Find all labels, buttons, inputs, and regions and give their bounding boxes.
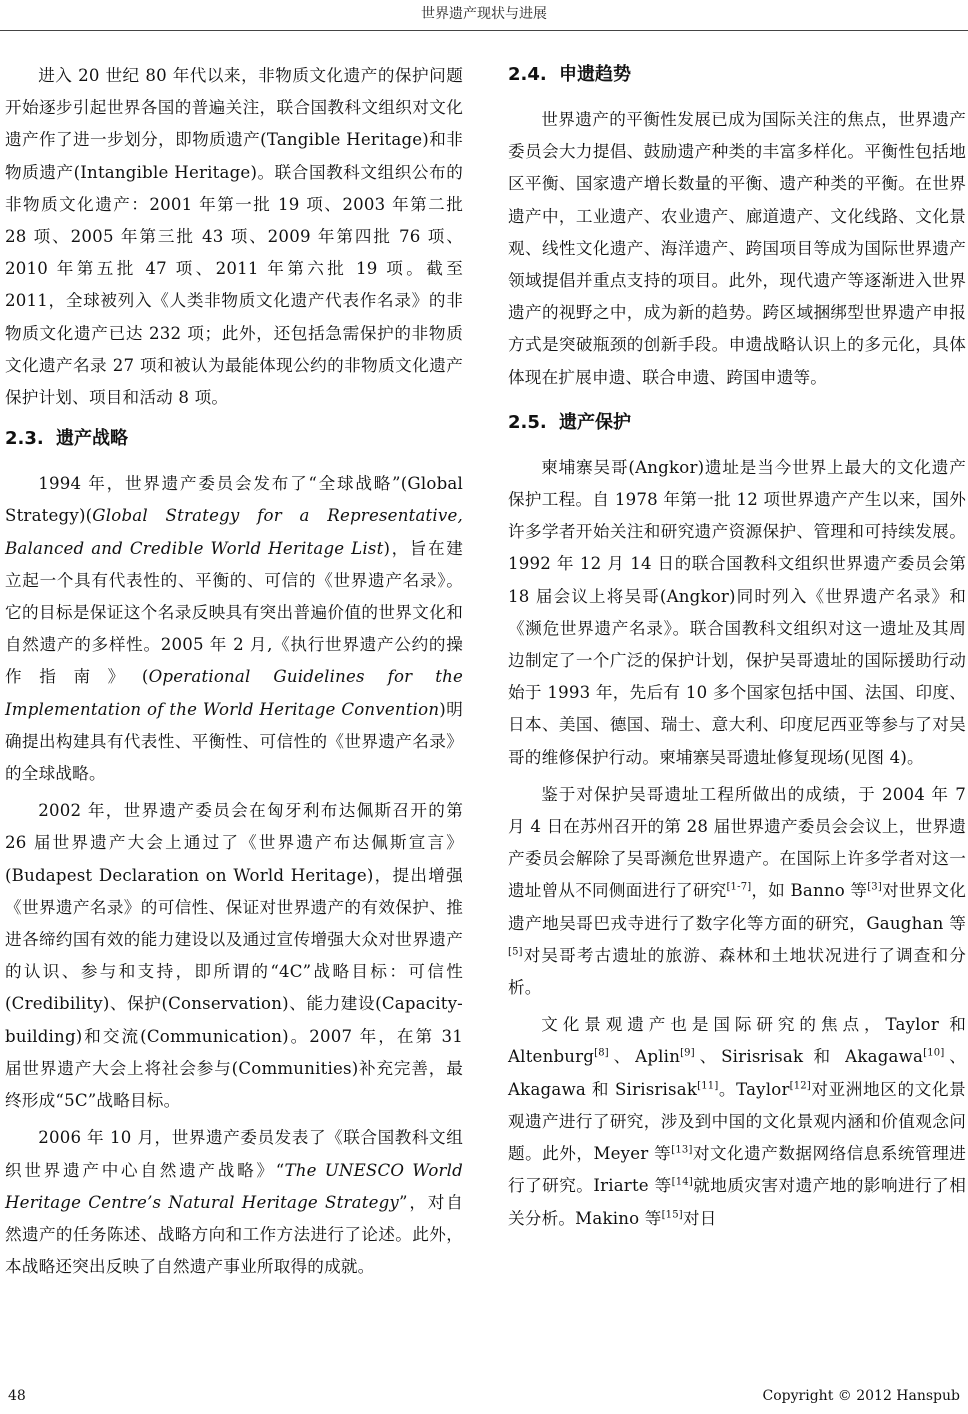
- section-heading-2-4: [508, 60, 966, 90]
- citation: [8]: [594, 1047, 609, 1059]
- text-run: 2006 年 10 月，世界遗产委员发表了《联合国教科文组织世界遗产中心自然遗产战略》“: [5, 1128, 463, 1180]
- paragraph-angkor-research: [508, 779, 966, 1004]
- text-run: 对吴哥考古遗址的旅游、森林和土地状况进行了调查和分析。: [508, 945, 966, 998]
- text-run: )，旨在建立起一个具有代表性的、平衡的、可信的《世界遗产名录》。它的目标是保证这个名录反映具有突出普遍价值的世界文化和自然遗产的多样性。2005 年 2 月,《执行世界遗产公约的操作指南》(: [5, 538, 463, 687]
- citation: [3]: [867, 881, 882, 893]
- text-run: )明确提出构建具有代表性、平衡性、可信性的《世界遗产名录》的全球战略。: [5, 699, 463, 784]
- paragraph-cultural-landscape: [508, 1009, 966, 1234]
- paragraph-global-strategy: [5, 468, 463, 790]
- text-run: 1994 年，世界遗产委员会发布了“全球战略”(Global Strategy)(: [5, 474, 463, 526]
- page-number: 48: [8, 1388, 26, 1404]
- left-column: [5, 60, 463, 1288]
- section-number: 2.3.: [5, 428, 44, 450]
- section-heading-2-3: [5, 424, 463, 454]
- citation: [14]: [671, 1176, 693, 1188]
- text-run: 、Sirisrisak 和 Akagawa: [694, 1047, 924, 1067]
- text-run: ，如 Banno 等: [751, 881, 868, 901]
- section-number: 2.4.: [508, 64, 547, 85]
- section-number: 2.5.: [508, 411, 547, 433]
- copyright-notice: Copyright © 2012 Hanspub: [762, 1388, 960, 1404]
- paragraph-angkor-protection: 柬埔寨吴哥(Angkor)遗址是当今世界上最大的文化遗产保护工程。自 1978 年第一批 12 项世界遗产产生以来，国外许多学者开始关注和研究遗产资源保护、管理和可持续发展。1992 年 12 月 14 日的联合国教科文组织世界遗产委员会第 18 届会议上将吴哥(Angkor)同时列入《世界遗产名录》和《濒危世界遗产名录》。联合国教科文组织对这一遗址及其周边制定了一个广泛的保护计划，保护吴哥遗址的国际援助行动始于 1993 年，先后有 10 多个国家包括中国、法国、印度、日本、美国、德国、瑞士、意大利、印度尼西亚等参与了对吴哥的维修保护行动。柬埔寨吴哥遗址修复现场(见图 4)。: [508, 457, 966, 767]
- italic-title: Operational Guidelines for the Implementation of the World Heritage Convention: [5, 667, 463, 719]
- text-run: 就地质灾害对遗产地的影响进行了相关分析。Makino 等: [508, 1176, 966, 1228]
- text-run: 、Akagawa 和 Sirisrisak: [508, 1047, 966, 1099]
- citation: [15]: [661, 1208, 683, 1220]
- citation: [12]: [789, 1080, 811, 1092]
- citation: [5]: [508, 946, 523, 958]
- paragraph-nomination-trends: 世界遗产的平衡性发展已成为国际关注的焦点，世界遗产委员会大力提倡、鼓励遗产种类的丰富多样化。平衡性包括地区平衡、国家遗产增长数量的平衡、遗产种类的平衡。在世界遗产中，工业遗产、农业遗产、廊道遗产、文化线路、文化景观、线性文化遗产、海洋遗产、跨国项目等成为国际世界遗产领域提倡并重点支持的项目。此外，现代遗产等逐渐进入世界遗产的视野之中，成为新的趋势。跨区域捆绑型世界遗产申报方式是突破瓶颈的创新手段。申遗战略认识上的多元化，具体体现在扩展申遗、联合申遗、跨国申遗等。: [508, 110, 966, 387]
- header-rule: [0, 30, 968, 31]
- section-heading-2-5: [508, 408, 966, 438]
- italic-title: Global Strategy for a Representative, Balanced and Credible World Heritage List: [5, 506, 463, 558]
- citation: [9]: [680, 1047, 695, 1059]
- paragraph-natural-heritage-strategy: [5, 1122, 463, 1283]
- text-run: 。Taylor: [718, 1079, 790, 1099]
- section-title: 申遗趋势: [559, 64, 632, 85]
- text-run: 对世界文化遗产地吴哥巴戎寺进行了数字化等方面的研究，Gaughan 等: [508, 881, 966, 933]
- text-run: ”，对自然遗产的任务陈述、战略方向和工作方法进行了论述。此外，本战略还突出反映了自然遗产事业所取得的成就。: [5, 1192, 463, 1277]
- right-column: [508, 60, 966, 1240]
- paragraph-budapest-declaration: 2002 年，世界遗产委员会在匈牙利布达佩斯召开的第 26 届世界遗产大会上通过了《世界遗产布达佩斯宣言》(Budapest Declaration on World Heritage)，提出增强《世界遗产名录》的可信性、保证对世界遗产的有效保护、推进各缔约国有效的能力建设以及通过宣传增强大众对世界遗产的认识、参与和支持，即所谓的“4C”战略目标：可信性(Credibility)、保护(Conservation)、能力建设(Capacity-building)和交流(Communication)。2007 年，在第 31 届世界遗产大会上将社会参与(Communities)补充完善，最终形成“5C”战略目标。: [5, 801, 463, 1111]
- paragraph-intangible-heritage: 进入 20 世纪 80 年代以来，非物质文化遗产的保护问题开始逐步引起世界各国的普遍关注，联合国教科文组织对文化遗产作了进一步划分，即物质遗产(Tangible Heritage)和非物质遗产(Intangible Heritage)。联合国教科文组织公布的非物质文化遗产：2001 年第一批 19 项、2003 年第二批 28 项、2005 年第三批 43 项、2009 年第四批 76 项、2010 年第五批 47 项、2011 年第六批 19 项。截至 2011，全球被列入《人类非物质文化遗产代表作名录》的非物质文化遗产已达 232 项；此外，还包括急需保护的非物质文化遗产名录 27 项和被认为最能体现公约的非物质文化遗产保护计划、项目和活动 8 项。: [5, 66, 463, 408]
- text-run: 鉴于对保护吴哥遗址工程所做出的成绩，于 2004 年 7 月 4 日在苏州召开的第 28 届世界遗产委员会会议上，世界遗产委员会解除了吴哥濒危世界遗产。在国际上许多学者对这一遗址曾从不同侧面进行了研究: [508, 784, 966, 901]
- text-run: 对亚洲地区的文化景观遗产进行了研究，涉及到中国的文化景观内涵和价值观念问题。此外，Meyer 等: [508, 1079, 966, 1164]
- text-run: 对日: [682, 1208, 717, 1228]
- citation: [11]: [697, 1080, 719, 1092]
- running-header: 世界遗产现状与进展: [421, 6, 547, 22]
- citation: [1-7]: [726, 881, 752, 893]
- text-run: 文化景观遗产也是国际研究的焦点，Taylor 和 Altenburg: [508, 1015, 966, 1067]
- text-run: 对文化遗产数据网络信息系统管理进行了研究。Iriarte 等: [508, 1144, 966, 1196]
- section-title: 遗产保护: [559, 411, 632, 433]
- citation: [13]: [671, 1144, 693, 1156]
- italic-title: The UNESCO World Heritage Centre’s Natural Heritage Strategy: [5, 1160, 463, 1212]
- citation: [10]: [923, 1047, 945, 1059]
- text-run: 、Aplin: [608, 1047, 681, 1067]
- section-title: 遗产战略: [56, 428, 129, 450]
